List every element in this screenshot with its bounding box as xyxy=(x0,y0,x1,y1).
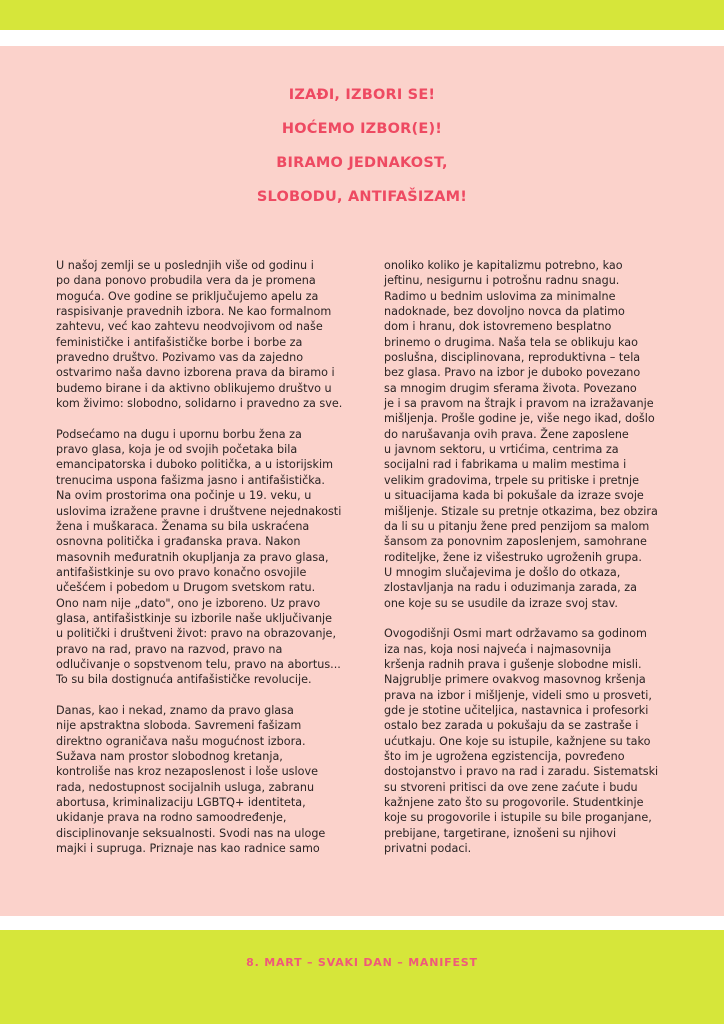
text-line: je i sa pravom na štrajk i pravom na izražavanje xyxy=(384,397,654,411)
headline-line-3: BIRAMO JEDNAKOST, xyxy=(276,155,448,171)
text-line: kršenja radnih prava i gušenje slobodne misli. xyxy=(384,657,642,671)
text-line: dom i hranu, dok istovremeno besplatno xyxy=(384,320,612,334)
text-line: šansom za ponovnim zaposlenjem, samohrane xyxy=(384,535,647,549)
text-line: Radimo u bednim uslovima za minimalne xyxy=(384,289,616,303)
paragraph-gap xyxy=(384,611,684,626)
text-line: ućutkaju. One koje su istupile, kažnjene su tako xyxy=(384,734,651,748)
text-line: majki i supruga. Priznaje nas kao radnice samo xyxy=(56,842,320,856)
text-line: ostalo bez zarada u pokušaju da se zastraše i xyxy=(384,719,639,733)
text-line: kažnjene zato što su progovorile. Studentkinje xyxy=(384,796,644,810)
text-line: prebijane, targetirane, iznošeni su njihovi xyxy=(384,826,617,840)
text-line: emancipatorska i duboko politička, a u istorijskim xyxy=(56,458,333,472)
text-line: antifašistkinje su ovo pravo konačno osvojile xyxy=(56,565,307,579)
top-white-stripe xyxy=(0,30,724,46)
text-line: odlučivanje o sopstvenom telu, pravo na abortus... xyxy=(56,657,341,671)
headline-line-2: HOĆEMO IZBOR(E)! xyxy=(281,121,443,137)
text-line: ukidanje prava na rodno samoodređenje, xyxy=(56,811,287,825)
bottom-white-stripe xyxy=(0,916,724,930)
text-line: osnovna politička i građanska prava. Nakon xyxy=(56,535,301,549)
paragraph-gap xyxy=(56,411,356,426)
left-text-column xyxy=(56,258,356,856)
text-line: socijalni rad i fabrikama u malim mestima i xyxy=(384,458,627,472)
text-line: dostojanstvo i pravo na rad i zaradu. Sistematski xyxy=(384,765,659,779)
text-line: Podsećamo na dugu i upornu borbu žena za xyxy=(56,427,302,441)
text-line: pravedno društvo. Pozivamo vas da zajedno xyxy=(56,351,304,365)
text-line: nije apstraktna sloboda. Savremeni fašizam xyxy=(56,719,302,733)
text-line: što im je ugrožena egzistencija, povređeno xyxy=(384,750,625,763)
text-line: one koje su se usudile da izraze svoj stav. xyxy=(384,596,618,610)
text-line: Ono nam nije „dato", ono je izboreno. Uz pravo xyxy=(56,596,321,610)
paragraph xyxy=(384,258,684,611)
paragraph xyxy=(56,427,356,688)
text-line: direktno ograničava našu mogućnost izbora. xyxy=(56,734,306,748)
text-line: zlostavljanja na radu i oduzimanja zarada, za xyxy=(384,581,637,595)
text-line: poslušna, disciplinovana, reproduktivna – tela xyxy=(384,351,641,365)
text-line: žena i muškaraca. Ženama su bila uskraćena xyxy=(56,519,310,533)
paragraph xyxy=(384,626,684,856)
text-line: sa mnogim drugim sferama života. Povezano xyxy=(384,381,637,395)
text-line: trenucima uspona fašizma jasno i antifašistička. xyxy=(56,473,325,487)
text-line: koje su progovorile i istupile su bile proganjane, xyxy=(384,811,652,825)
text-line: u javnom sektoru, u vrtićima, centrima za xyxy=(384,443,619,457)
text-line: gde je stotine učiteljica, nastavnica i profesorki xyxy=(384,703,649,717)
text-line: po dana ponovo probudila vera da je promena xyxy=(56,274,316,288)
text-line: glasa, antifašistkinje su izborile naše uključivanje xyxy=(56,611,333,625)
text-line: To su bila dostignuća antifašističke revolucije. xyxy=(56,673,312,687)
text-line: roditeljke, žene iz višestruko ugroženih grupa. xyxy=(384,550,642,564)
text-line: brinemo o drugima. Naša tela se oblikuju kao xyxy=(384,335,638,349)
bottom-color-band xyxy=(0,930,724,1024)
text-line: iza nas, koja nosi najveća i najmasovnija xyxy=(384,642,612,656)
paragraph-gap xyxy=(56,688,356,703)
top-color-band xyxy=(0,0,724,30)
right-text-column xyxy=(384,258,684,856)
text-line: ostvarimo naša davno izborena prava da biramo i xyxy=(56,366,335,380)
text-line: kom živimo: slobodno, solidarno i pravedno za sve. xyxy=(56,397,343,411)
text-line: pravo na rad, pravo na razvod, pravo na xyxy=(56,642,283,656)
text-line: feminističke i antifašističke borbe i borbe za xyxy=(56,335,303,349)
text-line: bez glasa. Pravo na izbor je duboko povezano xyxy=(384,366,641,380)
text-line: Na ovim prostorima ona počinje u 19. veku, u xyxy=(56,489,312,503)
text-line: učešćem i pobedom u Drugom svetskom ratu. xyxy=(56,581,316,595)
text-line: budemo birane i da aktivno oblikujemo društvo u xyxy=(56,381,332,395)
text-line: mišljenje. Stizale su pretnje otkazima, bez obzira xyxy=(384,504,658,518)
text-line: u politički i društveni život: pravo na obrazovanje, xyxy=(56,627,336,641)
text-line: raspisivanje pravednih izbora. Ne kao formalnom xyxy=(56,305,332,319)
text-line: moguća. Ove godine se priključujemo apelu za xyxy=(56,289,319,303)
text-line: U mnogim slučajevima je došlo do otkaza, xyxy=(384,565,621,579)
text-line: uslovima izražene pravne i društvene nejednakosti xyxy=(56,504,342,518)
footer-manifest-label: 8. MART – SVAKI DAN – MANIFEST xyxy=(246,956,478,969)
text-line: rada, nedostupnost socijalnih usluga, zabranu xyxy=(56,780,315,794)
headline-line-4: SLOBODU, ANTIFAŠIZAM! xyxy=(256,189,468,205)
text-line: abortusa, kriminalizaciju LGBTQ+ identiteta, xyxy=(56,796,306,810)
headline-line-1: IZAĐI, IZBORI SE! xyxy=(288,87,436,103)
text-line: jeftinu, nesigurnu i potrošnu radnu snagu. xyxy=(384,274,620,288)
text-line: zahtevu, već kao zahtevu neodvojivom od naše xyxy=(56,320,323,334)
text-line: kontroliše nas kroz nezaposlenost i loše uslove xyxy=(56,765,318,779)
text-line: privatni podaci. xyxy=(384,842,472,856)
text-line: onoliko koliko je kapitalizmu potrebno, kao xyxy=(384,259,623,272)
text-line: disciplinovanje seksualnosti. Svodi nas na uloge xyxy=(56,826,326,840)
text-line: nadoknade, bez dovoljno novca da platimo xyxy=(384,305,625,319)
text-line: velikim gradovima, trpele su pritiske i pretnje xyxy=(384,473,639,487)
text-line: do narušavanja ovih prava. Žene zaposlene xyxy=(384,427,629,441)
text-line: da li su u pitanju žene pred penzijom sa malom xyxy=(384,519,650,533)
headline xyxy=(0,78,724,214)
text-line: prava na izbor i mišljenje, videli smo u prosveti, xyxy=(384,688,652,702)
text-line: pravo glasa, koja je od svojih početaka bila xyxy=(56,443,298,457)
text-line: su stvoreni pritisci da ove zene zaćute i budu xyxy=(384,780,638,794)
text-line: mišljenja. Prošle godine je, više nego ikad, došlo xyxy=(384,412,655,426)
text-line: masovnih međuratnih okupljanja za pravo glasa, xyxy=(56,550,329,564)
text-line: Najgrublje primere ovakvog masovnog kršenja xyxy=(384,673,646,687)
paragraph xyxy=(56,258,356,411)
paragraph xyxy=(56,703,356,856)
text-line: Sužava nam prostor slobodnog kretanja, xyxy=(56,750,283,763)
text-line: Danas, kao i nekad, znamo da pravo glasa xyxy=(56,703,294,717)
text-line: U našoj zemlji se u poslednjih više od godinu i xyxy=(56,259,314,272)
text-line: u situacijama kada bi pokušale da izraze svoje xyxy=(384,489,644,503)
text-line: Ovogodišnji Osmi mart održavamo sa godinom xyxy=(384,627,647,641)
